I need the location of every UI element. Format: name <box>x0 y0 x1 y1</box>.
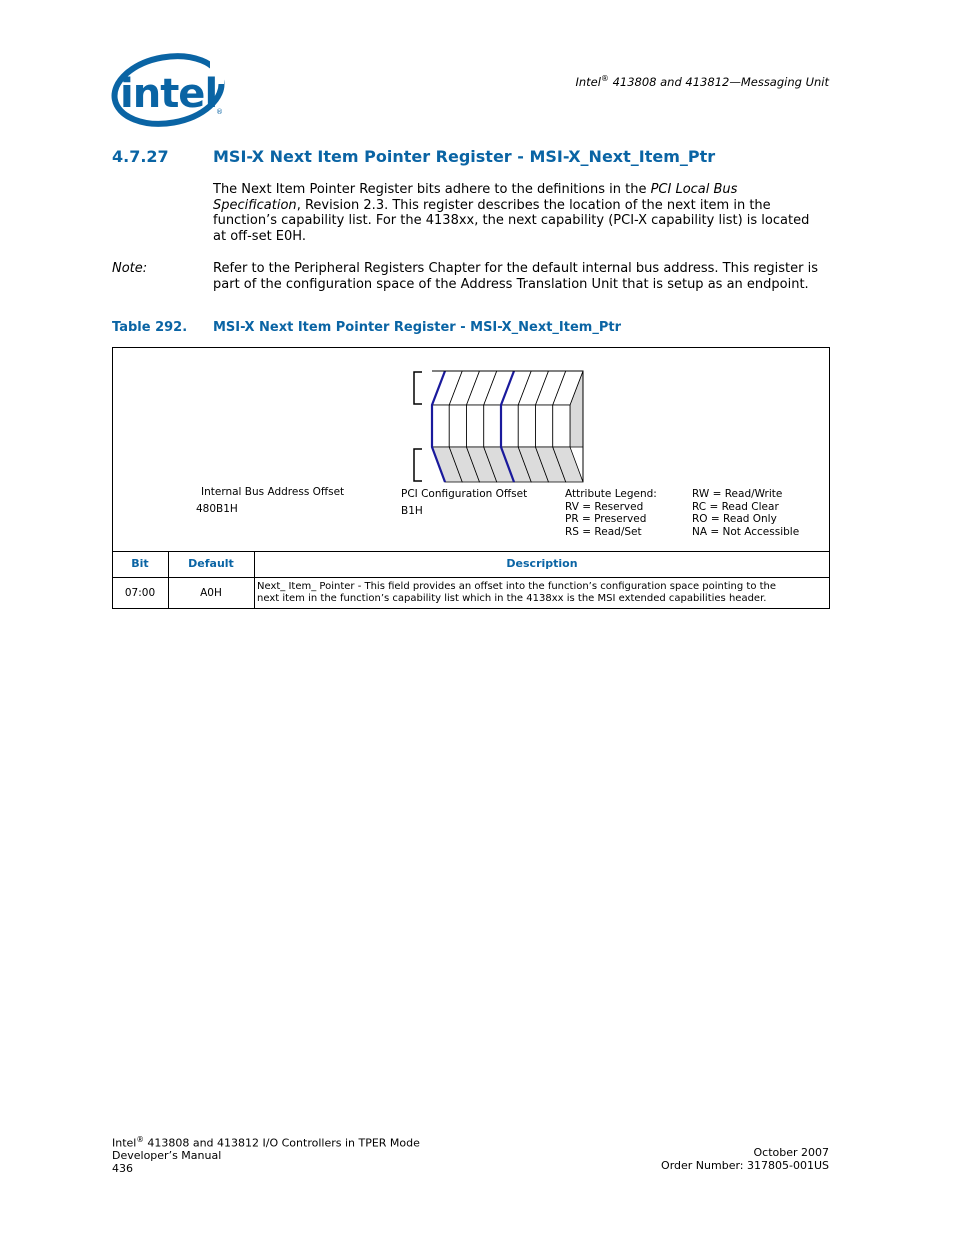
bit-cell <box>518 405 535 447</box>
legend-right <box>692 488 799 538</box>
column-header-description: Description <box>506 557 578 570</box>
note-text: Refer to the Peripheral Registers Chapter for the default internal bus address. This register is part of the configuration space of the Address Translation Unit that is setup as an endpoint. <box>213 261 819 292</box>
legend-item: RW = Read/Write <box>692 488 783 500</box>
intro-text-start: The Next Item Pointer Register bits adhere to the definitions in the <box>213 182 651 197</box>
column-header-bit: Bit <box>131 557 149 570</box>
footer-left <box>112 1134 420 1175</box>
bit-cell <box>553 405 570 447</box>
legend-title: Attribute Legend: <box>565 488 657 500</box>
running-header <box>575 74 829 89</box>
table-title: MSI-X Next Item Pointer Register - MSI-X_Next_Item_Ptr <box>213 320 621 335</box>
intro-text-end: , Revision 2.3. This register describes the location of the next item in the function’s capability list. For the 4138xx, the next capability (PCI-X capability list) is located at off-set E0H. <box>213 197 810 244</box>
footer-order-number: Order Number: 317805-001US <box>661 1158 829 1172</box>
internal-offset-value: 480B1H <box>196 503 238 515</box>
footer-product: 413808 and 413812 I/O Controllers in TPER Mode <box>143 1136 420 1150</box>
legend-item: PR = Preserved <box>565 513 647 525</box>
footer-date: October 2007 <box>753 1146 829 1159</box>
cell-description <box>257 581 827 605</box>
pci-offset-label: PCI Configuration Offset <box>401 488 528 500</box>
header-doc-title: 413808 and 413812—Messaging Unit <box>608 74 829 89</box>
legend-item: RO = Read Only <box>692 513 777 525</box>
table-number: Table 292. <box>112 320 188 335</box>
section-number: 4.7.27 <box>112 147 169 166</box>
svg-text:®: ® <box>216 108 223 116</box>
note-label: Note: <box>112 261 148 276</box>
top-bracket <box>414 372 422 404</box>
page-number: 436 <box>112 1161 133 1175</box>
cell-bit: 07:00 <box>124 587 156 599</box>
intel-logo <box>110 50 228 130</box>
logo-text: intel <box>120 71 218 117</box>
legend-item: RC = Read Clear <box>692 500 779 513</box>
description-line: next item in the function’s capability list which in the 4138xx is the MSI extended capabilities header. <box>257 593 767 604</box>
description-line: Next_ Item_ Pointer - This field provides an offset into the function’s configuration space pointing to the <box>257 581 777 592</box>
table-divider <box>112 551 830 552</box>
bit-cell <box>536 405 553 447</box>
header-brand: Intel <box>575 74 601 89</box>
table-divider <box>112 577 830 578</box>
legend-left <box>565 488 657 538</box>
section-title: MSI-X Next Item Pointer Register - MSI-X_Next_Item_Ptr <box>213 147 716 166</box>
footer-manual: Developer’s Manual <box>112 1149 222 1163</box>
cell-default: A0H <box>200 587 222 599</box>
intro-spec-title: PCI Local Bus Specification <box>213 182 738 213</box>
bit-cell <box>449 405 466 447</box>
header-reg: ® <box>600 74 609 83</box>
internal-offset-label: Internal Bus Address Offset <box>201 486 345 498</box>
bit-cell <box>484 405 501 447</box>
bit-cell <box>501 405 518 447</box>
intro-paragraph <box>213 182 825 244</box>
legend-item: RV = Reserved <box>565 500 644 513</box>
register-bit-diagram <box>405 362 595 487</box>
legend-item: NA = Not Accessible <box>692 525 800 538</box>
footer-reg: ® <box>136 1135 144 1144</box>
bit-cell <box>467 405 484 447</box>
bit-cell <box>432 405 449 447</box>
bottom-bracket <box>414 449 422 481</box>
pci-offset-value: B1H <box>401 505 423 517</box>
footer-brand: Intel <box>112 1136 137 1150</box>
legend-item: RS = Read/Set <box>565 525 642 538</box>
footer-right <box>661 1147 829 1172</box>
column-header-default: Default <box>188 557 234 570</box>
